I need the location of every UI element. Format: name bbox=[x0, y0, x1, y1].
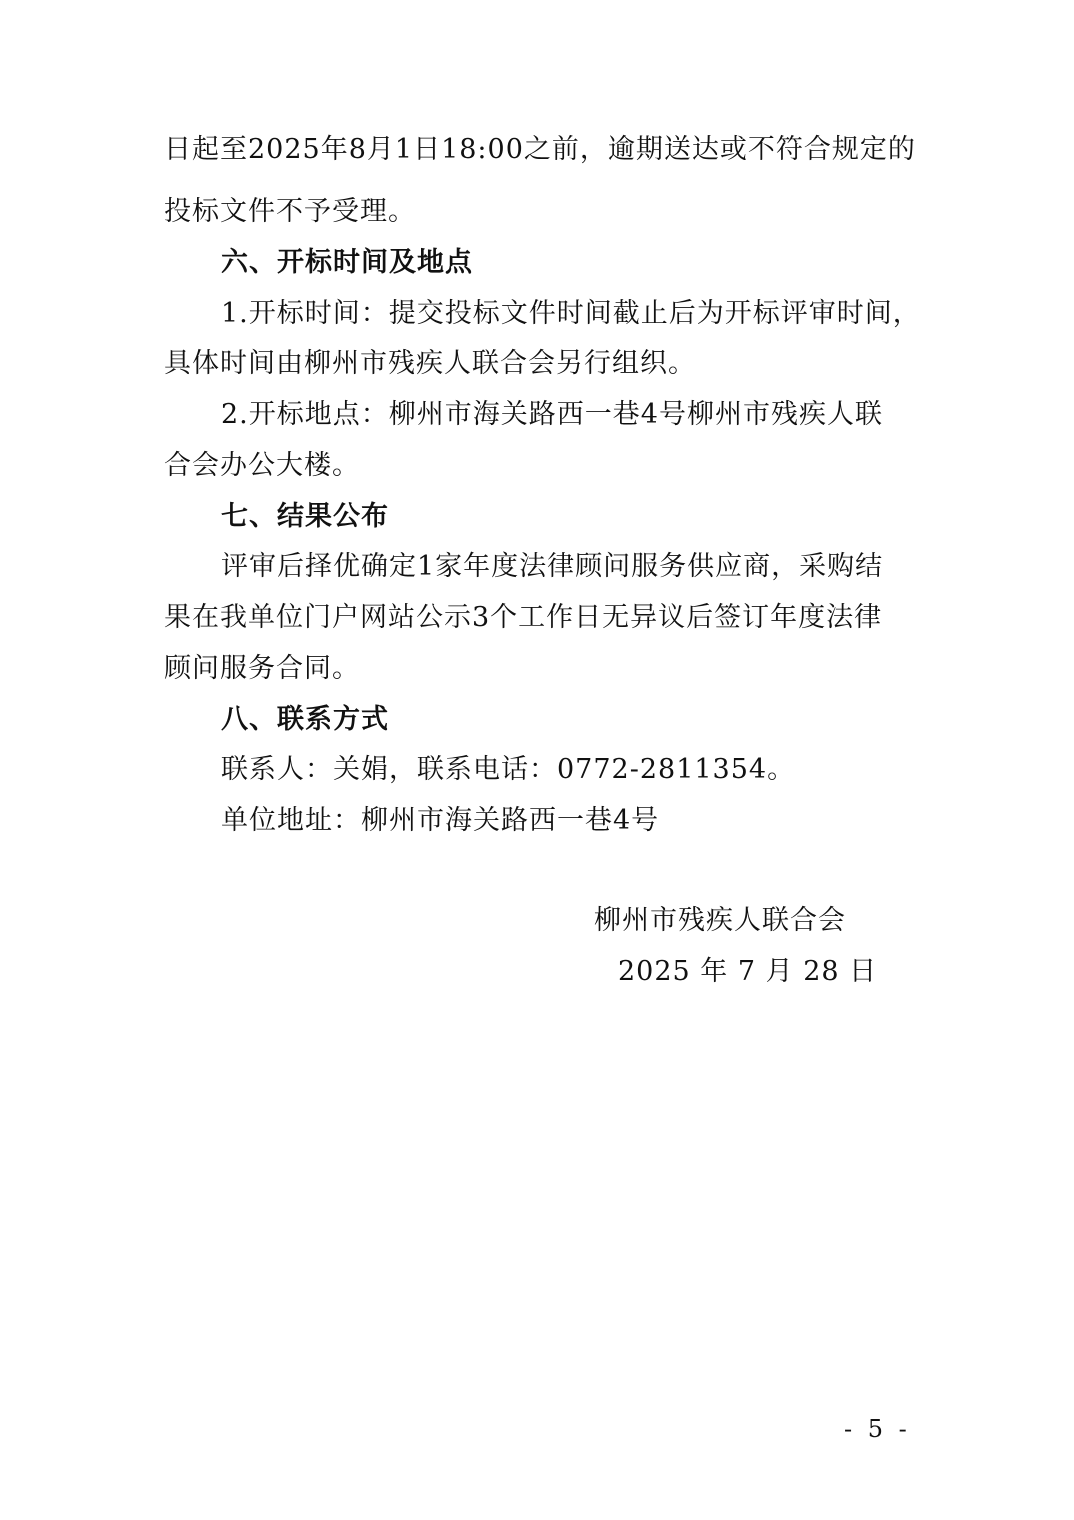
intro-line-1: 日起至2025年8月1日18:00之前，逾期送达或不符合规定的 bbox=[164, 134, 916, 165]
section-6-item-2-line-1: 2.开标地点：柳州市海关路西一巷4号柳州市残疾人联 bbox=[221, 399, 883, 430]
address-line: 单位地址：柳州市海关路西一巷4号 bbox=[221, 805, 660, 836]
page-number: - 5 - bbox=[844, 1415, 911, 1443]
section-6-heading: 六、开标时间及地点 bbox=[221, 247, 473, 278]
section-6-item-2-line-2: 合会办公大楼。 bbox=[164, 450, 360, 481]
contact-line: 联系人：关娟，联系电话：0772-2811354。 bbox=[221, 754, 796, 785]
signature-date: 2025 年 7 月 28 日 bbox=[618, 956, 878, 987]
section-7-heading: 七、结果公布 bbox=[221, 501, 389, 532]
section-8-heading: 八、联系方式 bbox=[221, 704, 389, 735]
intro-line-2: 投标文件不予受理。 bbox=[164, 196, 416, 227]
section-7-line-2: 果在我单位门户网站公示3个工作日无异议后签订年度法律 bbox=[164, 602, 883, 633]
section-6-item-1-line-1: 1.开标时间：提交投标文件时间截止后为开标评审时间， bbox=[221, 298, 921, 329]
section-6-item-1-line-2: 具体时间由柳州市残疾人联合会另行组织。 bbox=[164, 348, 696, 379]
section-7-line-1: 评审后择优确定1家年度法律顾问服务供应商，采购结 bbox=[221, 551, 884, 582]
signature-organization: 柳州市残疾人联合会 bbox=[594, 905, 846, 936]
section-7-line-3: 顾问服务合同。 bbox=[164, 653, 360, 684]
